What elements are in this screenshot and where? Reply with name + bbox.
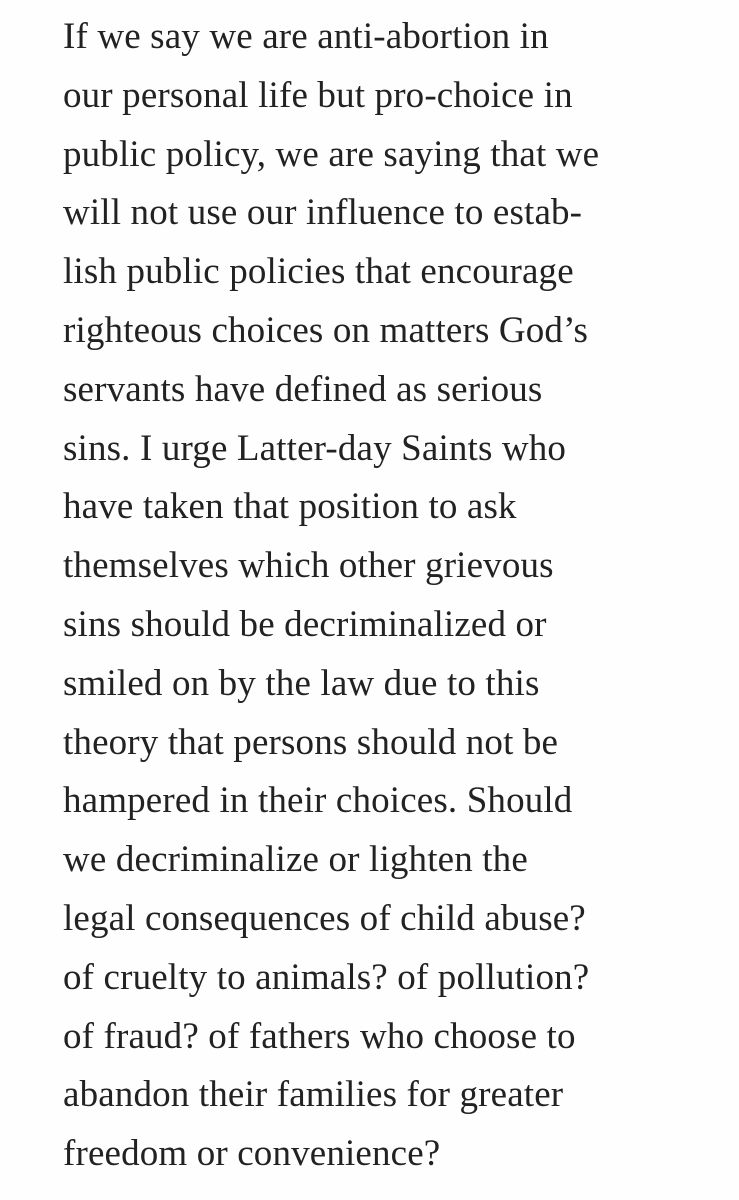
passage-line: of cruelty to animals? of pollution? xyxy=(63,956,590,998)
passage-line: legal consequences of child abuse? xyxy=(63,897,586,939)
passage-line: righteous choices on matters God’s xyxy=(63,309,589,351)
passage-line: abandon their families for greater xyxy=(63,1074,564,1116)
passage-line: sins should be decriminalized or xyxy=(63,603,547,645)
passage-line: have taken that position to ask xyxy=(63,486,517,528)
passage-line: If we say we are anti-abortion in xyxy=(63,16,549,57)
passage-line: themselves which other grievous xyxy=(63,545,554,587)
passage-line: sins. I urge Latter-day Saints who xyxy=(63,427,567,469)
passage-line: lish public policies that encourage xyxy=(63,251,574,293)
passage-line: of fraud? of fathers who choose to xyxy=(63,1015,576,1057)
passage-line: servants have defined as serious xyxy=(63,368,543,410)
passage-line: smiled on by the law due to this xyxy=(63,662,540,704)
passage-line: freedom or convenience? xyxy=(63,1133,441,1175)
passage-line: theory that persons should not be xyxy=(63,721,559,763)
passage-line: our personal life but pro-choice in xyxy=(63,74,573,116)
quote-passage xyxy=(63,8,733,1184)
passage-line: we decriminalize or lighten the xyxy=(63,839,528,881)
passage-line: public policy, we are saying that we xyxy=(63,133,600,175)
passage-line: will not use our influence to estab- xyxy=(63,192,583,234)
passage-line: hampered in their choices. Should xyxy=(63,780,573,822)
